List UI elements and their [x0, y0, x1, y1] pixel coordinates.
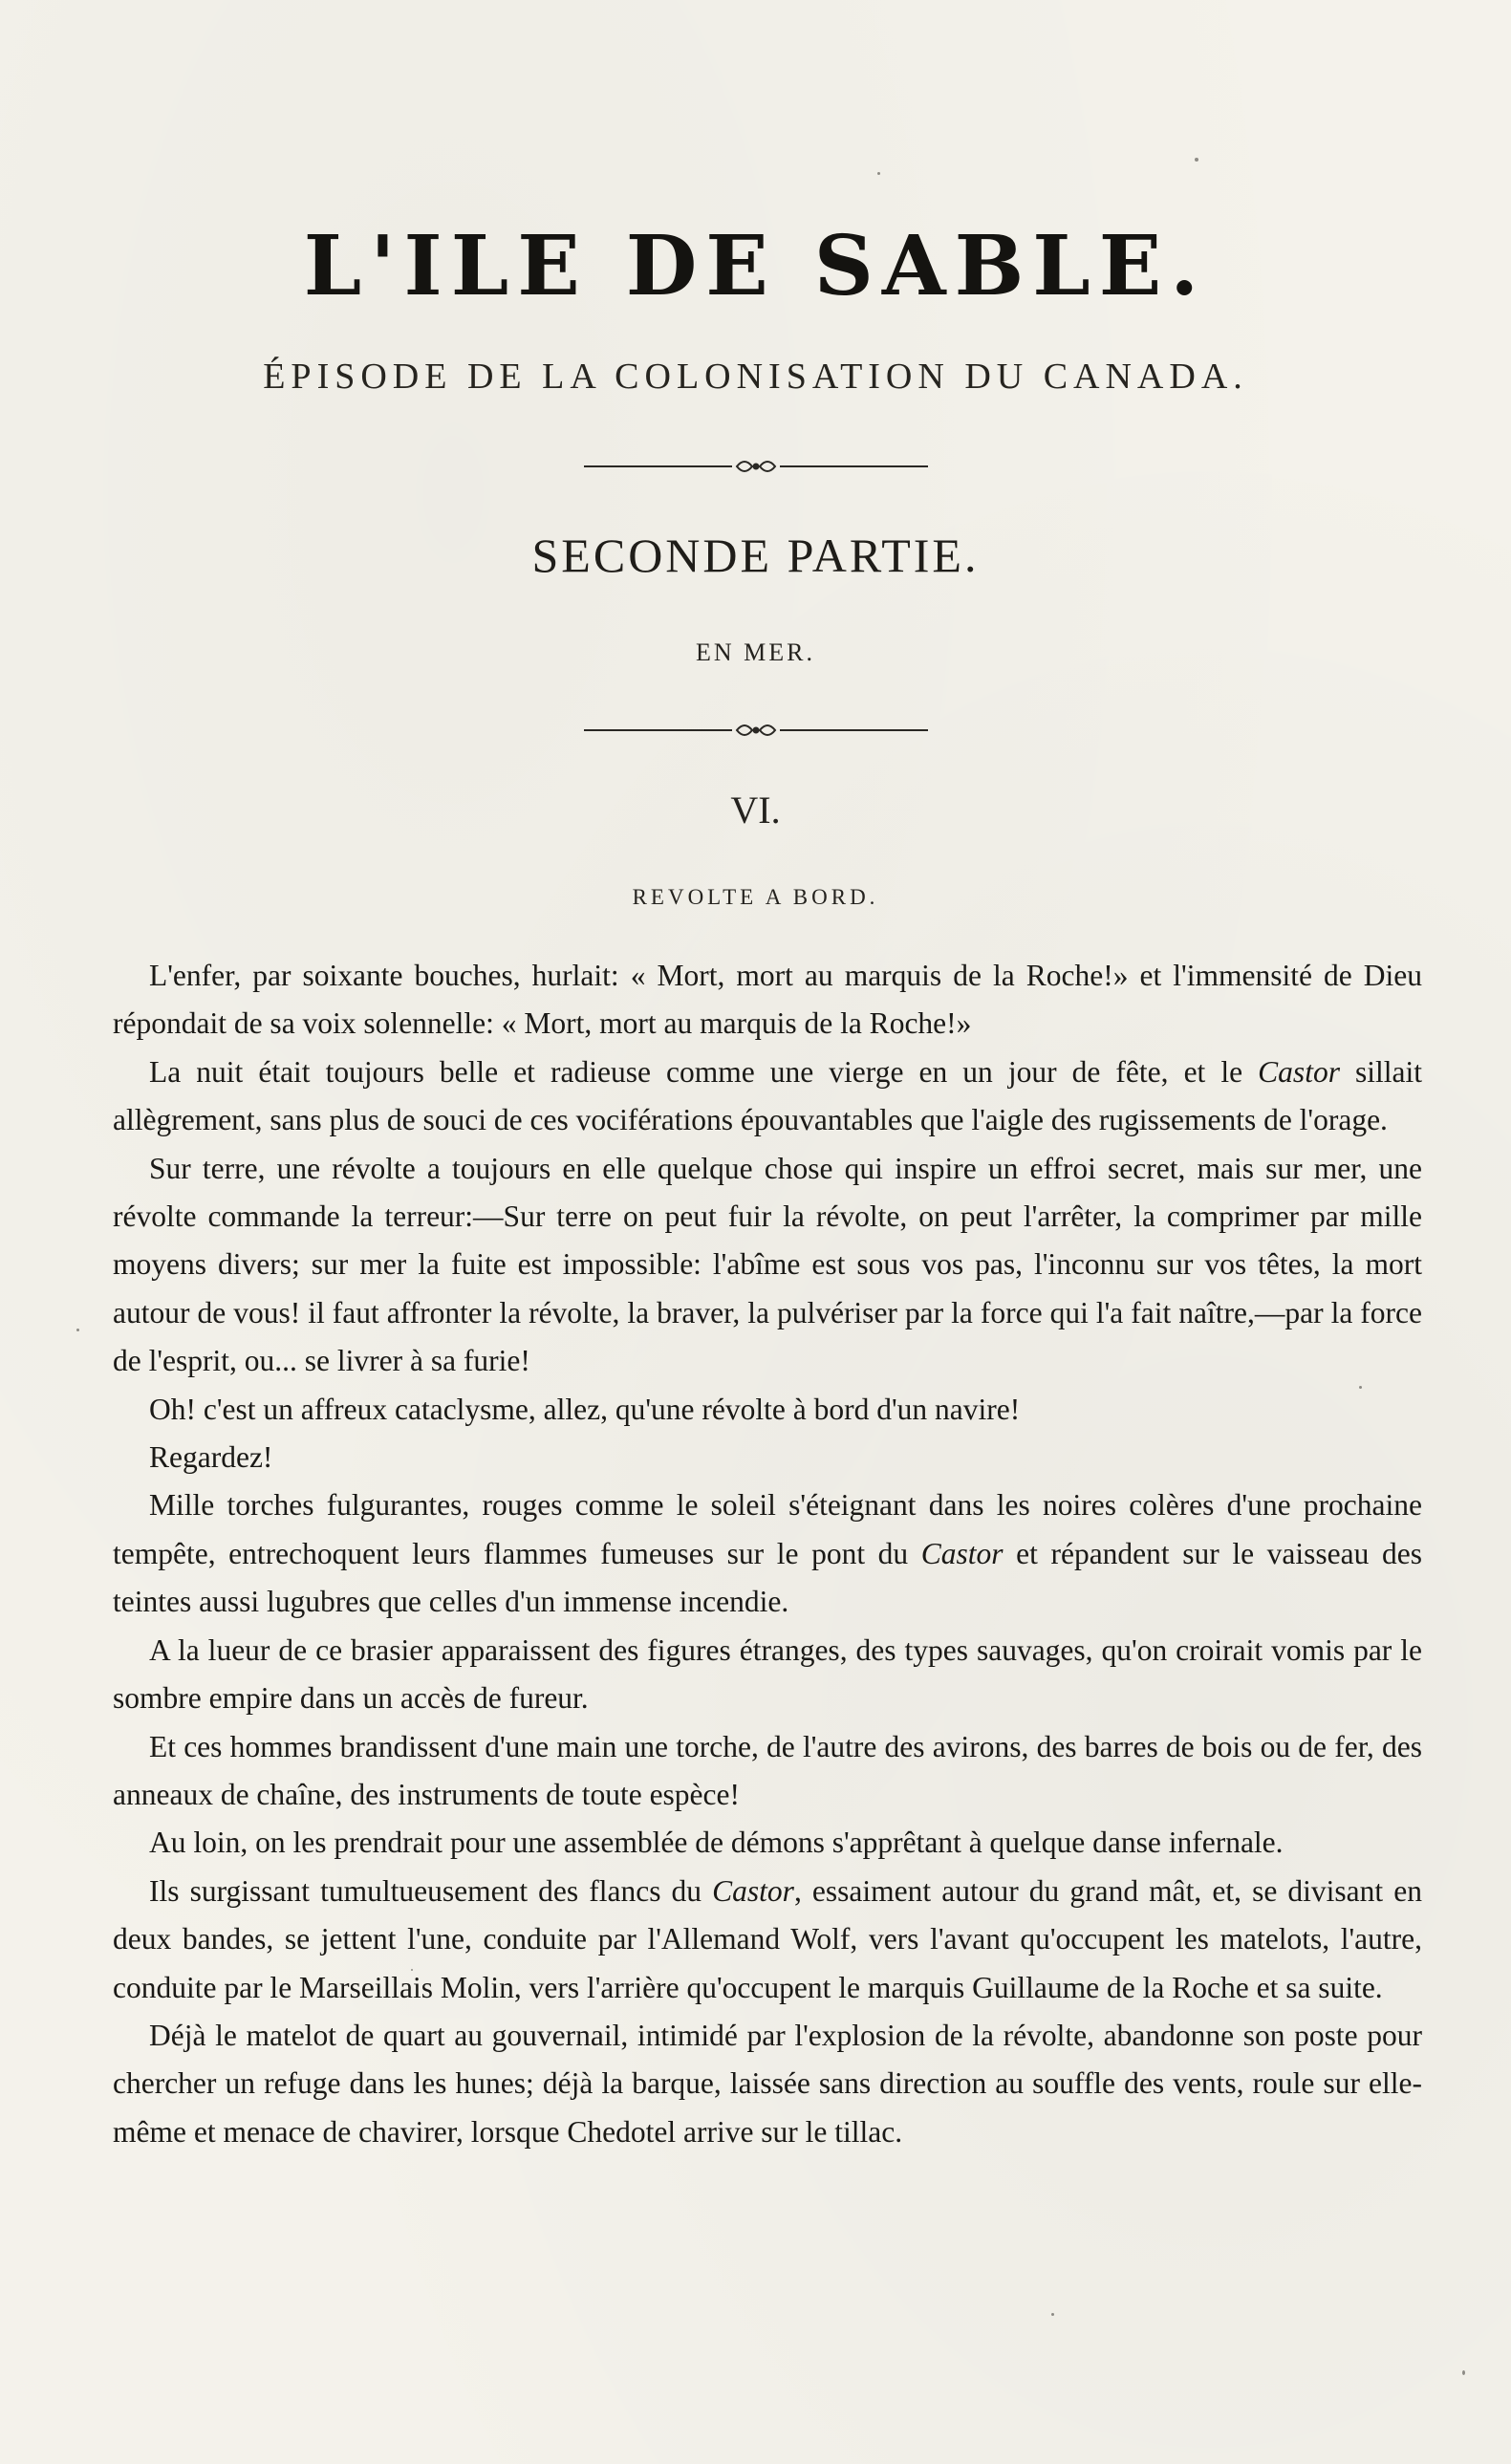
paragraph: L'enfer, par soixante bouches, hurlait: « Mort, mort au marquis de la Roche!» et l'immensité de Dieu répondait de sa voix solennelle: « Mort, mort au marquis de la Roche!» [113, 959, 1422, 1041]
paragraph: Et ces hommes brandissent d'une main une torche, de l'autre des avirons, des barres de bois ou de fer, des anneaux de chaîne, des instruments de toute espèce! [113, 1729, 1422, 1811]
paragraph: Regardez! [149, 1440, 273, 1475]
paragraph: Ils surgissant tumultueusement des flancs du Castor, essaiment autour du grand mât, et, se divisant en deux bandes, se jettent l'une, conduite par l'Allemand Wolf, vers l'avant qu'occupent les matelots, l'autre, conduite par le Marseillais Molin, vers l'arrière qu'occupent le marquis Guillaume de la Roche et sa suite. [113, 1873, 1422, 2004]
paragraph: Sur terre, une révolte a toujours en elle quelque chose qui inspire un effroi secret, mais sur mer, une révolte commande la terreur:—Sur terre on peut fuir la révolte, on peut l'arrêter, la comprimer par mille moyens divers; sur mer la fuite est impossible: l'abîme est sous vos pas, l'inconnu sur vos têtes, la mort autour de vous! il faut affronter la révolte, la braver, la pulvériser par la force qui l'a fait naître,—par la force de l'esprit, ou... se livrer à sa furie! [113, 1151, 1422, 1378]
paragraph: La nuit était toujours belle et radieuse comme une vierge en un jour de fête, et le Castor sillait allègrement, sans plus de souci de ces vociférations épouvantables que l'aigle des rugissements de l'orage. [113, 1054, 1423, 1137]
paragraph: Au loin, on les prendrait pour une assemblée de démons s'apprêtant à quelque danse infernale. [149, 1826, 1284, 1860]
chapter-title: REVOLTE A BORD. [632, 885, 879, 909]
paragraph: Déjà le matelot de quart au gouvernail, intimidé par l'explosion de la révolte, abandonne son poste pour chercher un refuge dans les hunes; déjà la barque, laissée sans direction au souffle des vents, roule sur elle-même et menace de chavirer, lorsque Chedotel arrive sur le tillac. [113, 2018, 1422, 2149]
ship-name: Castor [1258, 1054, 1340, 1089]
part-subtitle: EN MER. [696, 638, 815, 666]
part-title: SECONDE PARTIE. [531, 529, 980, 582]
paragraph: Mille torches fulgurantes, rouges comme le soleil s'éteignant dans les noires colères d'une prochaine tempête, entrechoquent leurs flammes fumeuses sur le pont du Castor et répandent sur le vaisseau des teintes aussi lugubres que celles d'un immense incendie. [113, 1488, 1422, 1619]
ornament-divider [0, 719, 1511, 746]
chapter-body [113, 952, 1422, 2156]
paragraph: Oh! c'est un affreux cataclysme, allez, qu'une révolte à bord d'un navire! [149, 1392, 1021, 1426]
page-title: L'ILE DE SABLE. [303, 218, 1208, 314]
ship-name: Castor [712, 1873, 794, 1908]
page-subtitle: ÉPISODE DE LA COLONISATION DU CANADA. [263, 357, 1248, 397]
paragraph: A la lueur de ce brasier apparaissent des figures étranges, des types sauvages, qu'on croirait vomis par le sombre empire dans un accès de fureur. [113, 1632, 1422, 1716]
chapter-number: VI. [730, 789, 781, 832]
ornament-divider [0, 455, 1511, 483]
ship-name: Castor [920, 1536, 1004, 1570]
